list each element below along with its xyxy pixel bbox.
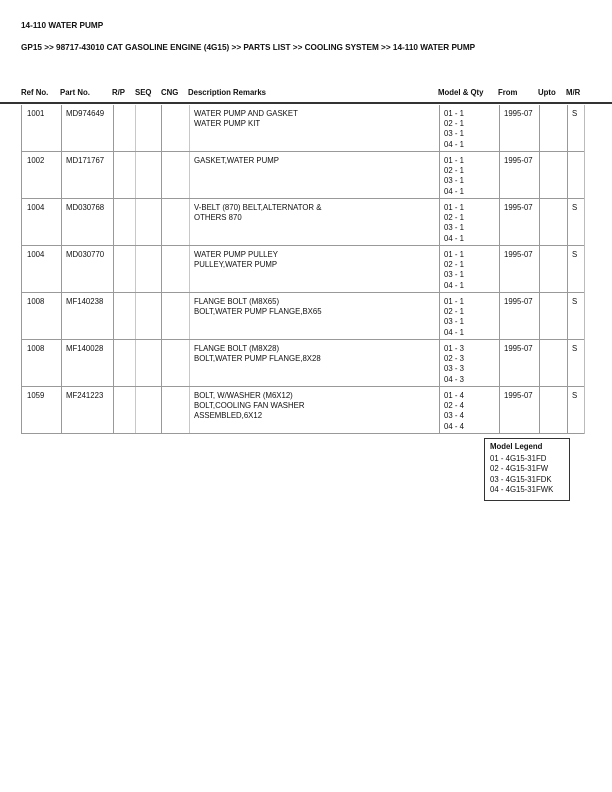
model-qty-line: 01 - 1 (444, 109, 464, 118)
cell-rp (114, 340, 136, 386)
cell-upto (540, 199, 568, 245)
cell-rp (114, 293, 136, 339)
model-legend (484, 438, 570, 501)
cell-upto (540, 340, 568, 386)
cell-rp (114, 199, 136, 245)
cell-seq (136, 105, 162, 151)
legend-title: Model Legend (490, 442, 543, 451)
header-rp: R/P (112, 88, 125, 97)
breadcrumb: GP15 >> 98717-43010 CAT GASOLINE ENGINE (4G15) >> PARTS LIST >> COOLING SYSTEM >> 14-110 WATER PUMP (21, 43, 476, 52)
cell-mr: S (572, 297, 578, 306)
cell-description (190, 199, 440, 245)
description-line: GASKET,WATER PUMP (194, 156, 279, 165)
cell-from: 1995-07 (504, 156, 533, 165)
model-qty-line: 02 - 3 (444, 354, 464, 364)
cell-from: 1995-07 (504, 203, 533, 212)
model-qty-line: 03 - 1 (444, 223, 464, 233)
cell-part-no: MD974649 (66, 109, 105, 118)
cell-cng (162, 246, 190, 292)
legend-item: 02 - 4G15-31FW (490, 464, 549, 474)
cell-ref-no: 1004 (27, 203, 45, 212)
cell-part-no: MD030770 (66, 250, 105, 259)
model-qty-line: 01 - 4 (444, 391, 464, 400)
cell-ref-no: 1059 (27, 391, 45, 400)
cell-upto (540, 152, 568, 198)
cell-seq (136, 340, 162, 386)
cell-description (190, 152, 440, 198)
cell-rp (114, 152, 136, 198)
cell-rp (114, 105, 136, 151)
description-line: OTHERS 870 (194, 213, 242, 223)
cell-upto (540, 246, 568, 292)
model-qty-line: 01 - 1 (444, 156, 464, 165)
description-line: WATER PUMP PULLEY (194, 250, 278, 259)
cell-cng (162, 199, 190, 245)
model-qty-line: 03 - 1 (444, 270, 464, 280)
model-qty-line: 02 - 1 (444, 307, 464, 317)
cell-cng (162, 152, 190, 198)
cell-ref-no: 1008 (27, 297, 45, 306)
cell-from: 1995-07 (504, 344, 533, 353)
table-row (22, 105, 584, 152)
description-line: BOLT, W/WASHER (M6X12) (194, 391, 293, 400)
cell-cng (162, 105, 190, 151)
cell-ref-no: 1002 (27, 156, 45, 165)
description-line: V-BELT (870) BELT,ALTERNATOR & (194, 203, 322, 212)
cell-ref-no: 1001 (27, 109, 45, 118)
description-line: WATER PUMP AND GASKET (194, 109, 298, 118)
cell-part-no: MF241223 (66, 391, 104, 400)
model-qty-line: 01 - 3 (444, 344, 464, 353)
cell-mr: S (572, 344, 578, 353)
model-qty-line: 02 - 1 (444, 119, 464, 129)
cell-model-qty (440, 340, 500, 386)
page-title: 14-110 WATER PUMP (21, 21, 104, 30)
model-qty-line: 04 - 1 (444, 233, 464, 243)
cell-part-no: MD171767 (66, 156, 105, 165)
model-qty-line: 04 - 4 (444, 421, 464, 431)
table-row (22, 152, 584, 199)
cell-seq (136, 246, 162, 292)
header-mr: M/R (566, 88, 581, 97)
cell-mr (568, 152, 585, 198)
cell-mr: S (572, 250, 578, 259)
model-qty-line: 02 - 4 (444, 401, 464, 411)
description-line: FLANGE BOLT (M8X28) (194, 344, 280, 353)
cell-from: 1995-07 (504, 250, 533, 259)
header-model-qty: Model & Qty (438, 88, 484, 97)
cell-model-qty (440, 387, 500, 433)
header-upto: Upto (538, 88, 556, 97)
description-line: WATER PUMP KIT (194, 119, 261, 129)
cell-description (190, 105, 440, 151)
description-line: BOLT,WATER PUMP FLANGE,8X28 (194, 354, 321, 364)
cell-from: 1995-07 (504, 391, 533, 400)
description-line: ASSEMBLED,6X12 (194, 411, 263, 421)
header-seq: SEQ (135, 88, 152, 97)
model-qty-line: 01 - 1 (444, 250, 464, 259)
cell-model-qty (440, 105, 500, 151)
cell-mr: S (572, 203, 578, 212)
cell-upto (540, 105, 568, 151)
cell-description (190, 293, 440, 339)
cell-model-qty (440, 199, 500, 245)
cell-model-qty (440, 152, 500, 198)
table-row (22, 246, 584, 293)
cell-part-no: MF140238 (66, 297, 104, 306)
header-description: Description Remarks (188, 88, 266, 97)
model-qty-line: 04 - 1 (444, 327, 464, 337)
model-qty-line: 03 - 3 (444, 364, 464, 374)
cell-description (190, 340, 440, 386)
cell-seq (136, 199, 162, 245)
cell-upto (540, 293, 568, 339)
model-qty-line: 03 - 4 (444, 411, 464, 421)
cell-cng (162, 293, 190, 339)
cell-part-no: MD030768 (66, 203, 105, 212)
description-line: PULLEY,WATER PUMP (194, 260, 278, 270)
cell-seq (136, 293, 162, 339)
model-qty-line: 04 - 1 (444, 280, 464, 290)
header-ref-no: Ref No. (21, 88, 49, 97)
cell-from: 1995-07 (504, 297, 533, 306)
cell-mr: S (572, 109, 578, 118)
model-qty-line: 03 - 1 (444, 129, 464, 139)
header-from: From (498, 88, 518, 97)
model-qty-line: 02 - 1 (444, 260, 464, 270)
cell-seq (136, 387, 162, 433)
model-qty-line: 03 - 1 (444, 176, 464, 186)
cell-part-no: MF140028 (66, 344, 104, 353)
header-cng: CNG (161, 88, 179, 97)
cell-seq (136, 152, 162, 198)
model-qty-line: 04 - 1 (444, 139, 464, 149)
description-line: FLANGE BOLT (M8X65) (194, 297, 280, 306)
parts-table (21, 105, 585, 434)
model-qty-line: 01 - 1 (444, 203, 464, 212)
table-row (22, 199, 584, 246)
cell-upto (540, 387, 568, 433)
cell-mr: S (572, 391, 578, 400)
model-qty-line: 04 - 1 (444, 186, 464, 196)
legend-item: 03 - 4G15-31FDK (490, 474, 552, 484)
header-divider (0, 102, 612, 104)
table-row (22, 387, 584, 434)
cell-ref-no: 1008 (27, 344, 45, 353)
cell-description (190, 246, 440, 292)
cell-from: 1995-07 (504, 109, 533, 118)
header-part-no: Part No. (60, 88, 90, 97)
table-row (22, 340, 584, 387)
model-qty-line: 03 - 1 (444, 317, 464, 327)
table-header (21, 88, 583, 102)
model-qty-line: 02 - 1 (444, 166, 464, 176)
description-line: BOLT,COOLING FAN WASHER (194, 401, 305, 411)
cell-ref-no: 1004 (27, 250, 45, 259)
cell-cng (162, 387, 190, 433)
cell-rp (114, 387, 136, 433)
cell-description (190, 387, 440, 433)
cell-cng (162, 340, 190, 386)
legend-item: 01 - 4G15-31FD (490, 454, 547, 464)
model-qty-line: 01 - 1 (444, 297, 464, 306)
cell-model-qty (440, 293, 500, 339)
cell-model-qty (440, 246, 500, 292)
table-row (22, 293, 584, 340)
model-qty-line: 02 - 1 (444, 213, 464, 223)
cell-rp (114, 246, 136, 292)
legend-item: 04 - 4G15-31FWK (490, 484, 554, 494)
model-qty-line: 04 - 3 (444, 374, 464, 384)
description-line: BOLT,WATER PUMP FLANGE,BX65 (194, 307, 322, 317)
